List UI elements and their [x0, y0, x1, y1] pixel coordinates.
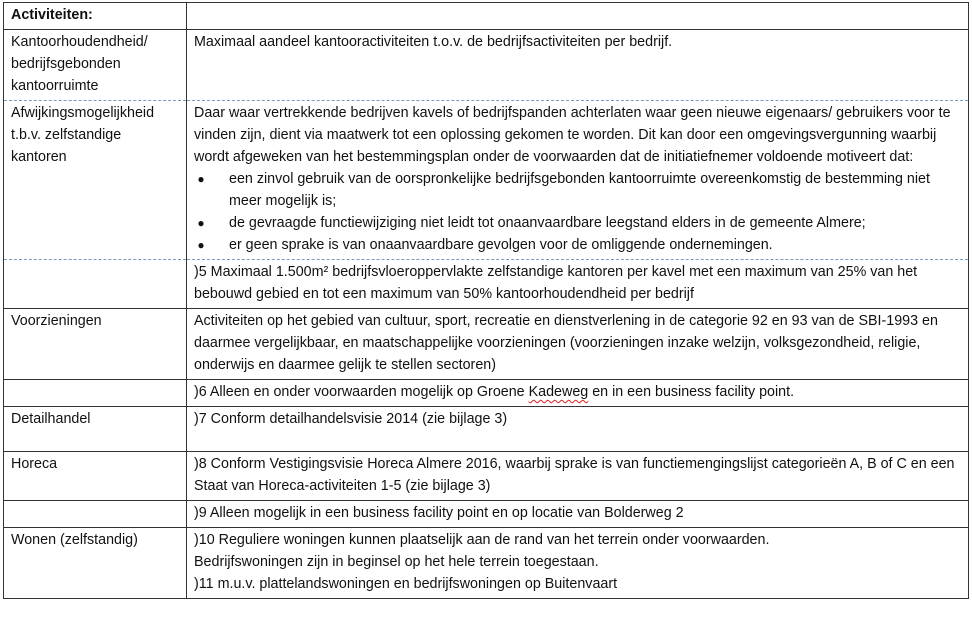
row-label: Detailhandel — [4, 407, 187, 452]
row-text: )8 Conform Vestigingsvisie Horeca Almere 2016, waarbij sprake is van functiemengingslijst categorieën A, B of C en een Staat van Horeca-activiteiten 1-5 (zie bijlage 3) — [187, 452, 969, 501]
row-label — [4, 380, 187, 407]
row-text-line: )10 Reguliere woningen kunnen plaatselijk aan de rand van het terrein onder voorwaarden. — [194, 532, 770, 548]
row-text: Daar waar vertrekkende bedrijven kavels of bedrijfspanden achterlaten waar geen nieuwe eigenaars/ gebruikers voor te vinden zijn, dient via maatwerk tot een oplossing gekomen te worden. Dit kan door een omgevingsvergunning waarbij wordt afgeweken van het bestemmingsplan onder de voorwaarden dat de initiatiefnemer voldoende motiveert dat: — [194, 105, 951, 165]
row-text-after: en in een business facility point. — [588, 384, 795, 400]
row-text-line: Bedrijfswoningen zijn in beginsel op het hele terrein toegestaan. — [194, 554, 599, 570]
row-label: Horeca — [4, 452, 187, 501]
row-text-line: )11 m.u.v. plattelandswoningen en bedrijfswoningen op Buitenvaart — [194, 576, 618, 592]
list-item-text: de gevraagde functiewijziging niet leidt tot onaanvaardbare leegstand elders in de gemeente Almere; — [229, 215, 866, 231]
table-row — [4, 452, 969, 501]
row-label — [4, 501, 187, 528]
bullet-icon: ● — [197, 238, 205, 252]
row-text-cell — [187, 380, 969, 407]
row-text: Activiteiten op het gebied van cultuur, sport, recreatie en dienstverlening in de categorie 92 en 93 van de SBI-1993 en daarmee vergelijkbaar, en maatschappelijke voorzieningen (voorzieningen inzake welzijn, volksgezondheid, religie, onderwijs en daarmee gelijk te stellen sectoren) — [187, 309, 969, 380]
header-empty-cell — [187, 3, 969, 30]
row-text-before: )6 Alleen en onder voorwaarden mogelijk op Groene — [194, 384, 529, 400]
activities-table — [3, 2, 969, 599]
table-row — [4, 260, 969, 309]
row-label: Kantoorhoudendheid/ bedrijfsgebonden kantoorruimte — [4, 30, 187, 101]
bullet-icon: ● — [197, 216, 205, 230]
list-item — [194, 234, 961, 256]
table-row — [4, 407, 969, 452]
row-label — [4, 260, 187, 309]
header-label: Activiteiten: — [4, 3, 187, 30]
row-text-cell — [187, 528, 969, 599]
list-item-text: een zinvol gebruik van de oorspronkelijke bedrijfsgebonden kantoorruimte overeenkomstig de bestemming niet meer mogelijk is; — [229, 171, 930, 209]
table-row — [4, 309, 969, 380]
list-item — [194, 212, 961, 234]
table-row — [4, 30, 969, 101]
table-row — [4, 380, 969, 407]
row-text-cell — [187, 101, 969, 260]
list-item — [194, 168, 961, 212]
list-item-text: er geen sprake is van onaanvaardbare gevolgen voor de omliggende ondernemingen. — [229, 237, 773, 253]
row-label: Wonen (zelfstandig) — [4, 528, 187, 599]
row-text: )9 Alleen mogelijk in een business facility point en op locatie van Bolderweg 2 — [187, 501, 969, 528]
spellcheck-marked-word: Kadeweg — [528, 384, 589, 400]
row-text: )5 Maximaal 1.500m² bedrijfsvloeroppervlakte zelfstandige kantoren per kavel met een maximum van 25% van het bebouwd gebied en tot een maximum van 50% kantoorhoudendheid per bedrijf — [187, 260, 969, 309]
row-label: Afwijkingsmogelijkheid t.b.v. zelfstandige kantoren — [4, 101, 187, 260]
table-row — [4, 101, 969, 260]
table-row — [4, 528, 969, 599]
row-label: Voorzieningen — [4, 309, 187, 380]
bullet-icon: ● — [197, 172, 205, 186]
table-header-row — [4, 3, 969, 30]
row-text: Maximaal aandeel kantooractiviteiten t.o.v. de bedrijfsactiviteiten per bedrijf. — [187, 30, 969, 101]
bullet-list — [194, 168, 961, 256]
row-text: )7 Conform detailhandelsvisie 2014 (zie bijlage 3) — [187, 407, 969, 452]
table-row — [4, 501, 969, 528]
